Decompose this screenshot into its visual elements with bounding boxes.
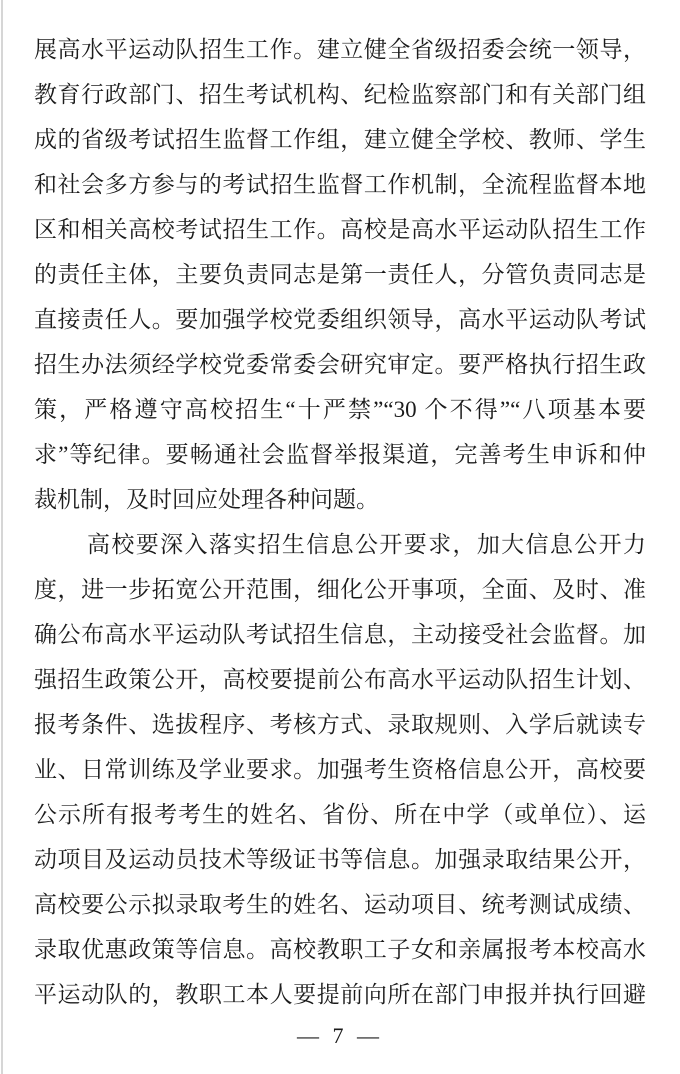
text-line: 招生办法须经学校党委常委会研究审定。要严格执行招生政: [34, 352, 646, 377]
text-line: 高校要公示拟录取考生的姓名、运动项目、统考测试成绩、: [34, 892, 646, 917]
text-line: 业、日常训练及学业要求。加强考生资格信息公开，高校要: [34, 757, 646, 782]
text-line: 直接责任人。要加强学校党委组织领导，高水平运动队考试: [34, 307, 646, 332]
text-line: 策，严格遵守高校招生“十严禁”“30 个不得”“八项基本要: [34, 397, 646, 422]
text-line: 区和相关高校考试招生工作。高校是高水平运动队招生工作: [34, 217, 646, 242]
text-line: 公示所有报考考生的姓名、省份、所在中学（或单位）、运: [34, 802, 646, 827]
text-line: 和社会多方参与的考试招生监督工作机制，全流程监督本地: [34, 172, 646, 197]
text-line: 教育行政部门、招生考试机构、纪检监察部门和有关部门组: [34, 82, 646, 107]
text-line: 求”等纪律。要畅通社会监督举报渠道，完善考生申诉和仲: [34, 442, 646, 467]
scan-artifact-line: [1, 0, 3, 1074]
text-line: 裁机制，及时回应处理各种问题。: [34, 487, 379, 512]
text-line: 录取优惠政策等信息。高校教职工子女和亲属报考本校高水: [34, 937, 646, 962]
page-number: — 7 —: [297, 1023, 383, 1048]
text-line: 的责任主体，主要负责同志是第一责任人，分管负责同志是: [34, 262, 646, 287]
text-line: 报考条件、选拔程序、考核方式、录取规则、入学后就读专: [34, 712, 646, 737]
body-text: [34, 27, 646, 1017]
text-line: 确公布高水平运动队考试招生信息，主动接受社会监督。加: [34, 622, 646, 647]
text-line: 强招生政策公开，高校要提前公布高水平运动队招生计划、: [34, 667, 646, 692]
text-line: 成的省级考试招生监督工作组，建立健全学校、教师、学生: [34, 127, 646, 152]
text-line: 度，进一步拓宽公开范围，细化公开事项，全面、及时、准: [34, 577, 646, 602]
text-line: 展高水平运动队招生工作。建立健全省级招委会统一领导，: [34, 37, 646, 62]
text-line: 平运动队的，教职工本人要提前向所在部门申报并执行回避: [34, 982, 646, 1007]
text-line: 动项目及运动员技术等级证书等信息。加强录取结果公开，: [34, 847, 646, 872]
text-line: 高校要深入落实招生信息公开要求，加大信息公开力: [87, 532, 646, 557]
